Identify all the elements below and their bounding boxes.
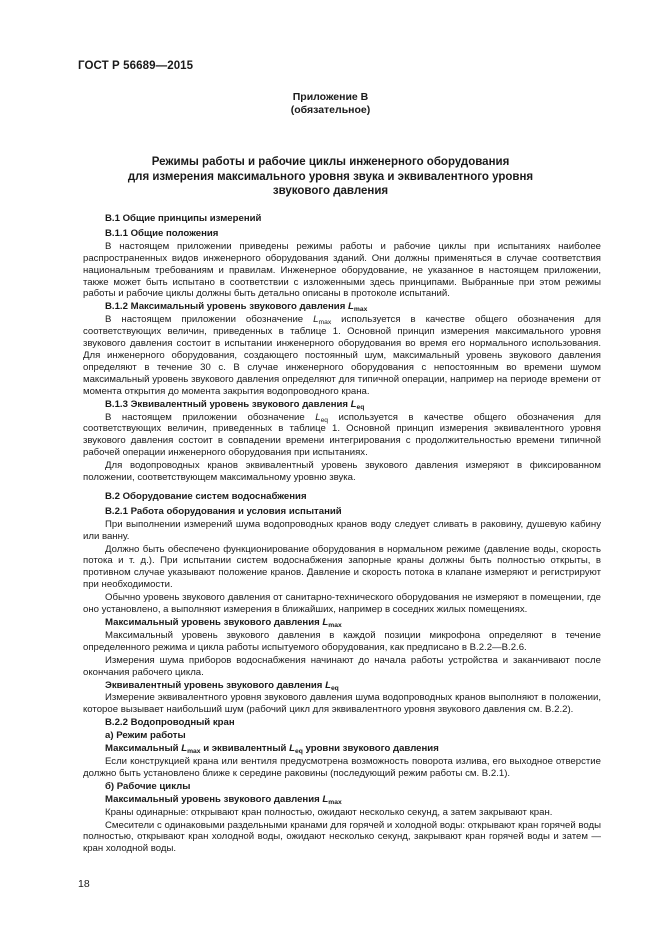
paragraph: В настоящем приложении приведены режимы работы и рабочие циклы при испытаниях наиболее распространенных видов инженерного оборудования зданий. Они должны применяться в случае соответствия национальным требованиям и правилам. Инженерное оборудование, не указанное в настоящем приложении, также может быть испытано в соответствии с изложенными здесь принципами. Выбранные при этом режимы работы и рабочие циклы должны быть детально описаны в протоколе испытаний. <box>83 240 601 300</box>
paragraph: Максимальный уровень звукового давления в каждой позиции микрофона определяют в течение определенного режима и цикла работы испытуемого оборудования, как предписано в В.2.2—В.2.6. <box>83 629 601 653</box>
paragraph: Обычно уровень звукового давления от санитарно-технического оборудования не измеряют в помещении, где оно установлено, а выполняют измерения в ближайших, например в соседних жилых помещениях. <box>83 592 601 616</box>
section-heading-b12: В.1.2 Максимальный уровень звукового давления $L_{max}$ <box>105 301 368 314</box>
title-line-1: Режимы работы и рабочие циклы инженерного оборудования <box>151 156 510 168</box>
section-heading-b13: В.1.3 Эквивалентный уровень звукового давления $L_{eq}$ <box>105 398 365 411</box>
section-heading-b21: В.2.1 Работа оборудования и условия испытаний <box>105 505 342 517</box>
annex-block <box>0 91 661 117</box>
title-line-3: звукового давления <box>272 185 389 197</box>
paragraph: Для водопроводных кранов эквивалентный уровень звукового давления измеряют в фиксированном положении, соответствующем максимальному уровню звука. <box>83 460 601 484</box>
paragraph: Должно быть обеспечено функционирование оборудования в нормальном режиме (давление воды, скорость потока и т. д.). При испытании систем водоснабжения запорные краны должны быть полностью открыты, в противном случае указывают положение кранов. Давление и скорость потока в клапане измеряют и регистрируют при необходимости. <box>83 543 601 591</box>
annex-label: Приложение В <box>292 91 369 103</box>
paragraph: Краны одинарные: открывают кран полностью, ожидают несколько секунд, а затем закрывают кран. <box>105 806 553 818</box>
subheading-work-cycles: б) Рабочие циклы <box>105 780 191 792</box>
paragraph: Измерение эквивалентного уровня звукового давления шума водопроводных кранов выполняют в положении, которое вызывает наибольший шум (рабочий цикл для эквивалентного уровня звукового давления см. В.2.2). <box>83 692 601 716</box>
annex-status: (обязательное) <box>290 104 371 116</box>
paragraph: В настоящем приложении обозначение $L_{eq}$ используется в качестве общего обозначения для соответствующих величин, приведенных в таблице 1. Основной принцип измерения эквивалентного уровня звукового давления состоит в совпадении времени интегрирования с продолжительностью времени типичной рабочей операции инженерного оборудования при испытаниях. <box>83 411 601 459</box>
subheading-leq: Эквивалентный уровень звукового давления $L_{eq}$ <box>105 679 339 692</box>
section-heading-b22: В.2.2 Водопроводный кран <box>105 717 235 729</box>
section-heading-b1: В.1 Общие принципы измерений <box>105 213 262 224</box>
annex-title <box>0 155 661 199</box>
standard-code: ГОСТ Р 56689—2015 <box>78 60 194 72</box>
subheading-lmax-cycles: Максимальный уровень звукового давления $L_{max}$ <box>105 793 342 806</box>
paragraph: При выполнении измерений шума водопроводных кранов воду следует сливать в раковину, душевую кабину или ванну. <box>83 518 601 542</box>
subheading-operating-mode: а) Режим работы <box>105 730 186 742</box>
paragraph: В настоящем приложении обозначение $L_{max}$ используется в качестве общего обозначения для соответствующих величин, приведенных в таблице 1. Основной принцип измерения максимального уровня звукового давления состоит в испытании инженерного оборудования во время его нормального использования. Для инженерного оборудования, создающего постоянный шум, максимальный уровень звукового давления определяют в течение 30 с. В случае инженерного оборудования с непостоянным во времени шумом максимальный уровень звукового давления определяют для типичной операции, например на периоде времени от момента открытия до момента закрытия водопроводного крана. <box>83 314 601 397</box>
section-heading-b2: В.2 Оборудование систем водоснабжения <box>105 490 307 502</box>
title-line-2: для измерения максимального уровня звука и эквивалентного уровня <box>127 170 534 183</box>
paragraph: Смесители с одинаковыми раздельными кранами для горячей и холодной воды: открывают кран горячей воды полностью, открывают кран холодной воды, ожидают несколько секунд, закрывают кран горячей воды и затем — кран холодной воды. <box>83 819 601 855</box>
paragraph: Измерения шума приборов водоснабжения начинают до начала работы устройства и заканчивают после окончания рабочего цикла. <box>83 654 601 678</box>
page-number: 18 <box>78 878 90 890</box>
subheading-lmax: Максимальный уровень звукового давления $L_{max}$ <box>105 617 342 629</box>
section-heading-b11: В.1.1 Общие положения <box>105 227 219 239</box>
paragraph: Если конструкцией крана или вентиля предусмотрена возможность поворота излива, его выходное отверстие должно быть установлено ближе к середине раковины (последующий режим работы см. В.2.1). <box>83 755 601 779</box>
document-body <box>83 213 601 856</box>
subheading-lmax-leq: Максимальный $L_{max}$ и эквивалентный $L_{eq}$ уровни звукового давления <box>105 743 439 756</box>
